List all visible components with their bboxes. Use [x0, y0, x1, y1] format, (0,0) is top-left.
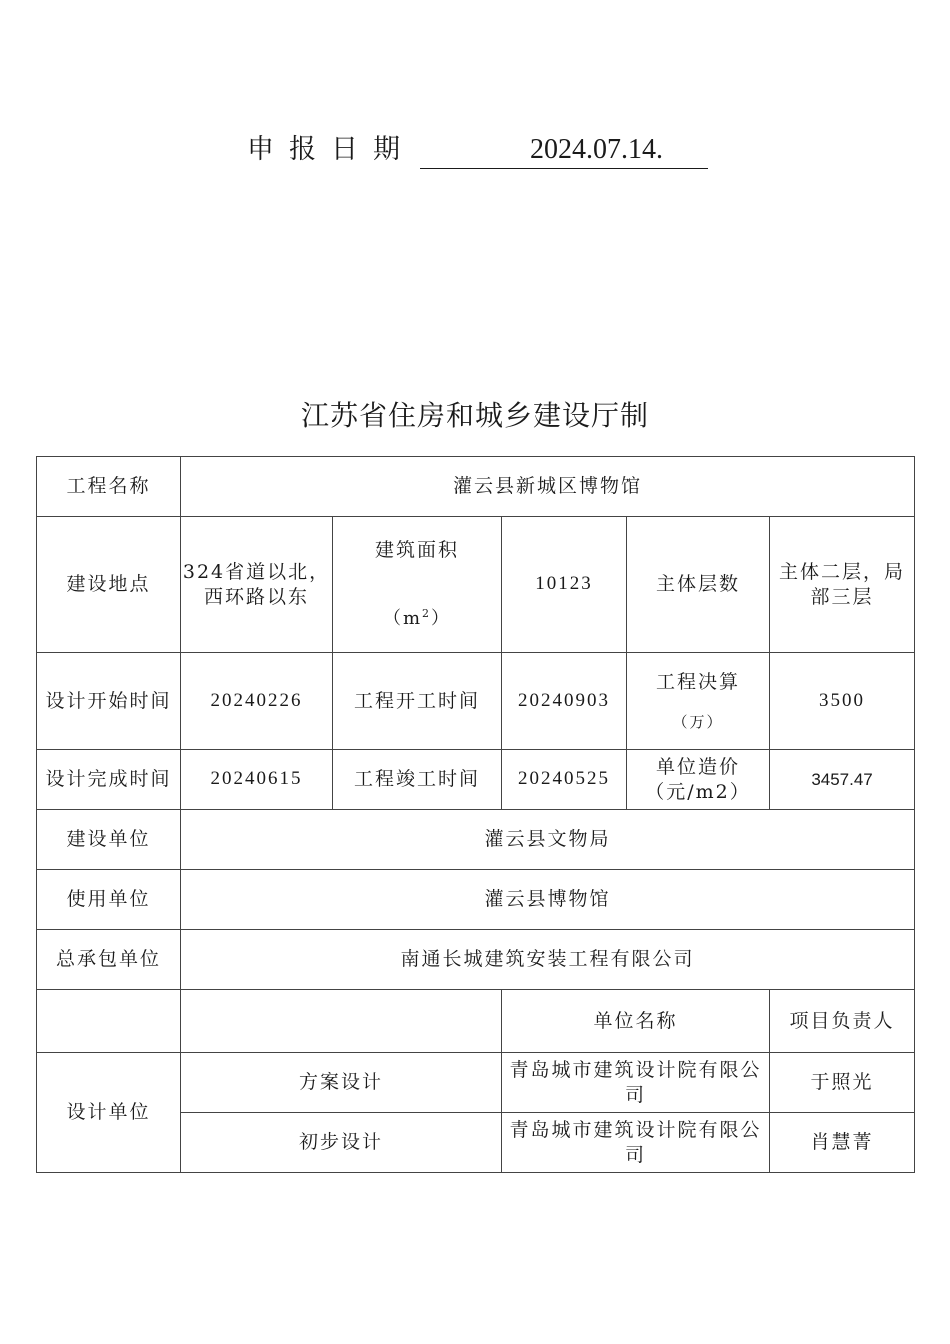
user-label: 使用单位 — [37, 870, 181, 930]
row-client — [37, 810, 915, 870]
location-label: 建设地点 — [37, 517, 181, 653]
project-name-value: 灌云县新城区博物馆 — [181, 457, 915, 517]
unit-price-label: 单位造价 — [655, 755, 740, 778]
final-account-label: 工程决算 — [655, 670, 740, 693]
client-label: 建设单位 — [37, 810, 181, 870]
floor-area-unit-exp: 2 — [422, 607, 432, 621]
col-lead-header: 项目负责人 — [770, 990, 915, 1053]
scheme-design-lead: 于照光 — [770, 1053, 915, 1113]
issuer-title: 江苏省住房和城乡建设厅制 — [300, 399, 649, 432]
client-value: 灌云县文物局 — [181, 810, 915, 870]
construction-end-label: 工程竣工时间 — [333, 750, 502, 810]
row-project-name — [37, 457, 915, 517]
declaration-date-line — [247, 130, 708, 170]
floor-area-unit-prefix: （m — [382, 608, 423, 630]
row-contractor — [37, 930, 915, 990]
row-design-end — [37, 750, 915, 810]
floor-area-unit-suffix: ） — [431, 608, 452, 630]
floor-area-value: 10123 — [502, 517, 627, 653]
row-scheme-design — [37, 1053, 915, 1113]
declaration-date-label: 申报日期 — [247, 134, 415, 165]
design-end-value: 20240615 — [181, 750, 333, 810]
design-end-label: 设计完成时间 — [37, 750, 181, 810]
floors-label: 主体层数 — [627, 517, 770, 653]
construction-start-value: 20240903 — [502, 653, 627, 750]
final-account-label-cell — [627, 653, 770, 750]
floor-area-unit — [333, 607, 501, 630]
user-value: 灌云县博物馆 — [181, 870, 915, 930]
design-start-label: 设计开始时间 — [37, 653, 181, 750]
design-start-value: 20240226 — [181, 653, 333, 750]
contractor-label: 总承包单位 — [37, 930, 181, 990]
construction-start-label: 工程开工时间 — [333, 653, 502, 750]
scheme-design-unit: 青岛城市建筑设计院有限公司 — [502, 1053, 770, 1113]
unit-price-value-cell — [770, 750, 915, 810]
final-account-unit: （万） — [672, 712, 724, 731]
floor-area-label: 建筑面积 — [374, 539, 459, 562]
construction-end-value: 20240525 — [502, 750, 627, 810]
scheme-design-stage: 方案设计 — [181, 1053, 502, 1113]
unit-price-label-cell — [627, 750, 770, 810]
unit-price-value: 3457.47 — [811, 770, 873, 790]
design-stage-header-empty — [181, 990, 502, 1053]
floor-area-label-cell — [333, 517, 502, 653]
final-account-value: 3500 — [770, 653, 915, 750]
location-value: 324省道以北，西环路以东 — [181, 517, 333, 653]
contractor-value: 南通长城建筑安装工程有限公司 — [181, 930, 915, 990]
unit-price-unit: （元/m2） — [645, 780, 751, 803]
row-user — [37, 870, 915, 930]
design-header-empty — [37, 990, 181, 1053]
preliminary-design-unit: 青岛城市建筑设计院有限公司 — [502, 1113, 770, 1173]
preliminary-design-lead: 肖慧菁 — [770, 1113, 915, 1173]
row-design-start — [37, 653, 915, 750]
row-design-header — [37, 990, 915, 1053]
floors-value: 主体二层，局部三层 — [770, 517, 915, 653]
design-unit-label: 设计单位 — [37, 1053, 181, 1173]
row-location — [37, 517, 915, 653]
project-name-label: 工程名称 — [37, 457, 181, 517]
col-unit-name-header: 单位名称 — [502, 990, 770, 1053]
declaration-date-value: 2024.07.14. — [420, 132, 708, 169]
project-info-table — [36, 456, 915, 1173]
preliminary-design-stage: 初步设计 — [181, 1113, 502, 1173]
